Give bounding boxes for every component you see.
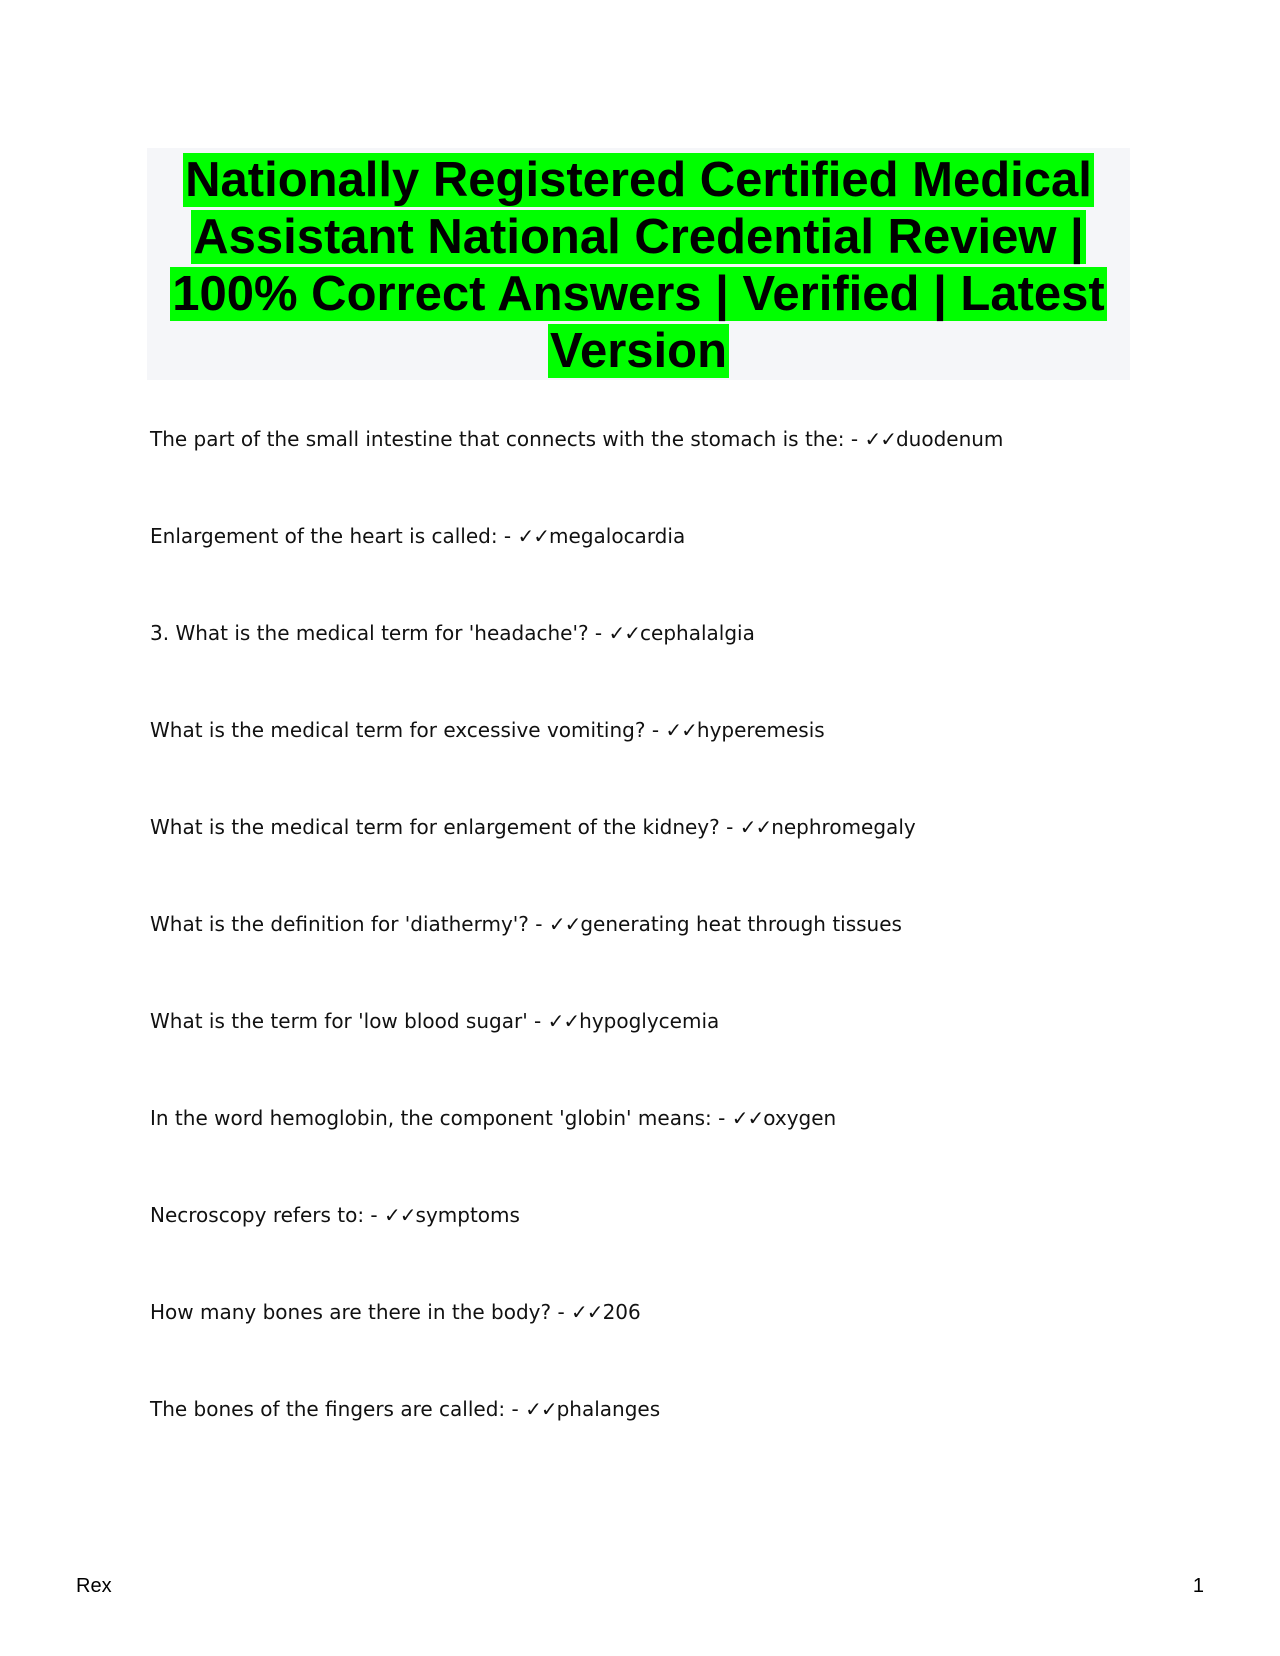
- answer-text: cephalalgia: [640, 621, 755, 645]
- question-text: What is the medical term for enlargement of the kidney?: [150, 815, 720, 839]
- double-check-icon: ✓✓: [665, 718, 697, 742]
- footer-author: Rex: [76, 1575, 112, 1597]
- question-text: What is the term for 'low blood sugar': [150, 1009, 528, 1033]
- separator: -: [505, 1397, 526, 1421]
- qa-item: [150, 814, 1150, 911]
- double-check-icon: ✓✓: [517, 524, 550, 548]
- document-title: [147, 152, 1130, 380]
- qa-item: [150, 426, 1150, 523]
- answer-text: hypoglycemia: [579, 1009, 720, 1033]
- answer-text: hyperemesis: [696, 718, 825, 742]
- qa-item: [150, 1008, 1150, 1105]
- question-text: What is the medical term for excessive vomiting?: [150, 718, 646, 742]
- separator: -: [645, 718, 666, 742]
- separator: -: [527, 1009, 548, 1033]
- separator: -: [551, 1300, 572, 1324]
- question-text: 3. What is the medical term for 'headache'?: [150, 621, 589, 645]
- question-text: What is the definition for 'diathermy'?: [150, 912, 529, 936]
- answer-text: duodenum: [895, 427, 1004, 451]
- answer-text: megalocardia: [549, 524, 686, 548]
- qa-list: [150, 426, 1150, 1493]
- qa-item: [150, 717, 1150, 814]
- double-check-icon: ✓✓: [739, 815, 772, 839]
- qa-item: [150, 1396, 1150, 1493]
- double-check-icon: ✓✓: [547, 1009, 580, 1033]
- question-text: How many bones are there in the body?: [150, 1300, 552, 1324]
- answer-text: generating heat through tissues: [580, 912, 902, 936]
- separator: -: [711, 1106, 732, 1130]
- answer-text: symptoms: [415, 1203, 520, 1227]
- answer-text: oxygen: [763, 1106, 837, 1130]
- document-title-text: Nationally Registered Certified Medical Assistant National Credential Review | 100% Correct Answers | Verified | Latest Version: [172, 153, 1105, 378]
- question-text: Enlargement of the heart is called:: [150, 524, 498, 548]
- separator: -: [364, 1203, 385, 1227]
- double-check-icon: ✓✓: [548, 912, 581, 936]
- separator: -: [497, 524, 518, 548]
- question-text: Necroscopy refers to:: [150, 1203, 365, 1227]
- separator: -: [588, 621, 609, 645]
- double-check-icon: ✓✓: [525, 1397, 557, 1421]
- qa-item: [150, 620, 1150, 717]
- answer-text: phalanges: [556, 1397, 661, 1421]
- separator: -: [719, 815, 740, 839]
- double-check-icon: ✓✓: [571, 1300, 603, 1324]
- page-number: 1: [1192, 1575, 1204, 1597]
- title-box: [147, 148, 1130, 380]
- separator: -: [844, 427, 865, 451]
- answer-text: nephromegaly: [771, 815, 916, 839]
- answer-text: 206: [602, 1300, 641, 1324]
- qa-item: [150, 1299, 1150, 1396]
- qa-item: [150, 1105, 1150, 1202]
- double-check-icon: ✓✓: [384, 1203, 416, 1227]
- double-check-icon: ✓✓: [864, 427, 896, 451]
- double-check-icon: ✓✓: [608, 621, 641, 645]
- question-text: The bones of the fingers are called:: [150, 1397, 506, 1421]
- qa-item: [150, 1202, 1150, 1299]
- double-check-icon: ✓✓: [731, 1106, 764, 1130]
- qa-item: [150, 523, 1150, 620]
- separator: -: [528, 912, 549, 936]
- question-text: The part of the small intestine that connects with the stomach is the:: [150, 427, 845, 451]
- question-text: In the word hemoglobin, the component 'globin' means:: [150, 1106, 712, 1130]
- qa-item: [150, 911, 1150, 1008]
